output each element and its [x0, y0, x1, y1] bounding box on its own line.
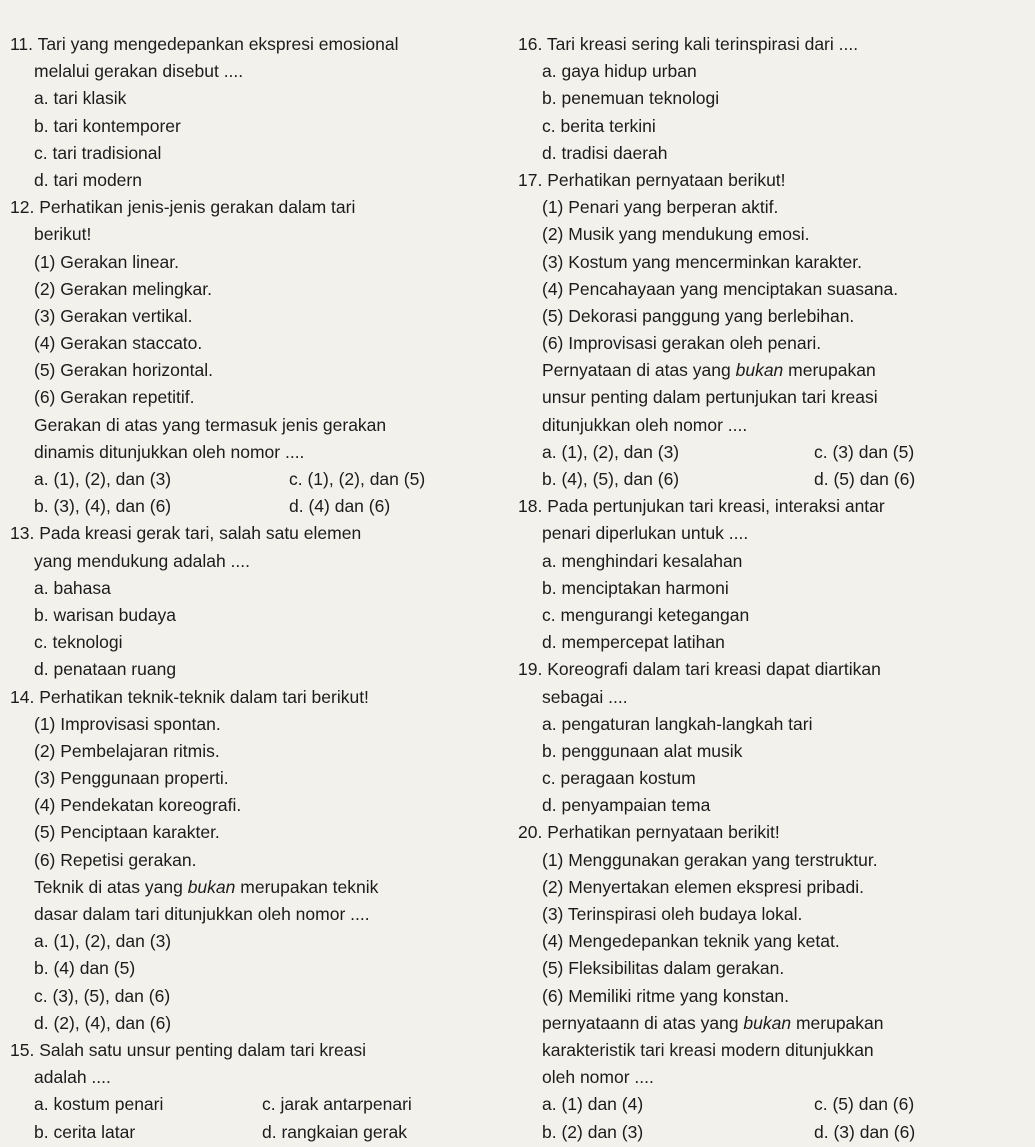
right-column — [518, 31, 1028, 1146]
q17-question-em: bukan — [735, 360, 784, 381]
q18-option-a: a. menghindari kesalahan — [542, 550, 743, 571]
q14-stem: 14. Perhatikan teknik-teknik dalam tari berikut! — [10, 686, 369, 707]
q20-options-row-1 — [518, 1091, 1028, 1118]
q12-stem — [10, 194, 510, 221]
q11-stem: 11. Tari yang mengedepankan ekspresi emosional — [10, 34, 399, 54]
q17-question-2: unsur penting dalam pertunjukan tari kreasi — [542, 387, 878, 408]
q15-stem: 15. Salah satu unsur penting dalam tari kreasi — [10, 1039, 367, 1060]
q12-stem-cont: berikut! — [34, 224, 92, 245]
q12-stem-text: 12. Perhatikan jenis-jenis gerakan dalam tari — [10, 197, 356, 218]
q15-option-d: d. rangkaian gerak — [262, 1121, 407, 1142]
q15-option-b: b. cerita latar — [34, 1121, 136, 1142]
q20-option-a: a. (1) dan (4) — [542, 1094, 644, 1115]
q16-option-a: a. gaya hidup urban — [542, 61, 697, 82]
q11-option-b: b. tari kontemporer — [34, 115, 181, 136]
q12-item-6: (6) Gerakan repetitif. — [34, 387, 195, 408]
q12-item-2: (2) Gerakan melingkar. — [34, 278, 212, 299]
q15-option-c: c. jarak antarpenari — [262, 1094, 412, 1115]
q17-options-row-2 — [518, 466, 1028, 493]
q17-item-5: (5) Dekorasi panggung yang berlebihan. — [542, 305, 855, 326]
q14-item-5: (5) Penciptaan karakter. — [34, 822, 220, 843]
q14-item-4: (4) Pendekatan koreografi. — [34, 795, 242, 816]
q11-stem-cont: melalui gerakan disebut .... — [34, 61, 244, 82]
q19-stem-cont: sebagai .... — [542, 686, 628, 707]
q14-option-b: b. (4) dan (5) — [34, 958, 136, 979]
q17-stem: 17. Perhatikan pernyataan berikut! — [518, 169, 786, 190]
q20-question-1 — [518, 1010, 1028, 1037]
q18-stem: 18. Pada pertunjukan tari kreasi, interaksi antar — [518, 496, 885, 517]
q18-option-b: b. menciptakan harmoni — [542, 577, 729, 598]
q15-stem-cont: adalah .... — [34, 1067, 111, 1088]
q12-option-b: b. (3), (4), dan (6) — [34, 496, 172, 517]
q12-item-5: (5) Gerakan horizontal. — [34, 360, 213, 381]
q20-question-post: merupakan — [791, 1012, 884, 1033]
q20-option-c: c. (5) dan (6) — [814, 1094, 915, 1115]
q12-question-1: Gerakan di atas yang termasuk jenis gerakan — [34, 414, 387, 435]
q12-item-1: (1) Gerakan linear. — [34, 251, 179, 272]
q16-option-c: c. berita terkini — [542, 115, 656, 136]
q17-item-3: (3) Kostum yang mencerminkan karakter. — [542, 251, 862, 272]
q16-option-b: b. penemuan teknologi — [542, 88, 720, 109]
q20-question-em: bukan — [743, 1012, 792, 1033]
q14-option-c: c. (3), (5), dan (6) — [34, 985, 171, 1006]
q20-question-2: karakteristik tari kreasi modern ditunjukkan — [542, 1039, 874, 1060]
q14-item-1: (1) Improvisasi spontan. — [34, 713, 221, 734]
q11-option-d: d. tari modern — [34, 169, 142, 190]
q12-item-4: (4) Gerakan staccato. — [34, 333, 203, 354]
q20-item-6: (6) Memiliki ritme yang konstan. — [542, 985, 790, 1006]
q19-option-a: a. pengaturan langkah-langkah tari — [542, 713, 813, 734]
q17-question-post: merupakan — [783, 360, 876, 381]
q13-stem-cont: yang mendukung adalah .... — [34, 550, 250, 571]
q18-stem-cont: penari diperlukan untuk .... — [542, 523, 749, 544]
q12-options-row-1 — [10, 466, 510, 493]
q17-option-b: b. (4), (5), dan (6) — [542, 469, 680, 489]
q14-item-2: (2) Pembelajaran ritmis. — [34, 740, 220, 761]
q14-question-em: bukan — [187, 876, 236, 897]
q20-item-1: (1) Menggunakan gerakan yang terstruktur. — [542, 849, 878, 870]
left-column — [10, 31, 510, 1146]
q17-option-a: a. (1), (2), dan (3) — [542, 441, 680, 462]
q16-option-d: d. tradisi daerah — [542, 142, 668, 163]
q17-option-d: d. (5) dan (6) — [814, 469, 916, 489]
q19-option-c: c. peragaan kostum — [542, 768, 696, 789]
q12-item-3: (3) Gerakan vertikal. — [34, 305, 193, 326]
q12-option-d: d. (4) dan (6) — [289, 496, 391, 517]
q17-question-pre: Pernyataan di atas yang — [542, 360, 736, 381]
q12-question-2: dinamis ditunjukkan oleh nomor .... — [34, 441, 305, 462]
q19-stem: 19. Koreografi dalam tari kreasi dapat diartikan — [518, 659, 881, 680]
q15-option-a: a. kostum penari — [34, 1094, 164, 1115]
q19-option-d: d. penyampaian tema — [542, 795, 711, 816]
q20-item-3: (3) Terinspirasi oleh budaya lokal. — [542, 904, 803, 924]
q13-option-a: a. bahasa — [34, 577, 111, 598]
q12-option-c: c. (1), (2), dan (5) — [289, 469, 426, 489]
q12-option-a: a. (1), (2), dan (3) — [34, 469, 172, 489]
q14-item-3: (3) Penggunaan properti. — [34, 768, 229, 789]
q18-option-c: c. mengurangi ketegangan — [542, 604, 750, 625]
q13-stem: 13. Pada kreasi gerak tari, salah satu elemen — [10, 523, 362, 544]
q13-option-b: b. warisan budaya — [34, 604, 177, 625]
q20-question-3: oleh nomor .... — [542, 1067, 654, 1088]
q14-option-d: d. (2), (4), dan (6) — [34, 1012, 172, 1033]
q17-item-6: (6) Improvisasi gerakan oleh penari. — [542, 333, 822, 354]
q15-options-row-1 — [10, 1091, 510, 1118]
q14-question-post: merupakan teknik — [235, 876, 379, 897]
q17-question-1 — [518, 357, 1028, 384]
q14-question-pre: Teknik di atas yang — [34, 876, 188, 897]
q20-option-b: b. (2) dan (3) — [542, 1121, 644, 1142]
q17-options-row-1 — [518, 439, 1028, 466]
q14-question-1 — [10, 874, 510, 901]
q20-item-4: (4) Mengedepankan teknik yang ketat. — [542, 931, 840, 952]
q16-stem: 16. Tari kreasi sering kali terinspirasi dari .... — [518, 34, 859, 54]
q11-option-c: c. tari tradisional — [34, 142, 162, 163]
q14-option-a: a. (1), (2), dan (3) — [34, 931, 172, 952]
q17-option-c: c. (3) dan (5) — [814, 441, 915, 462]
q13-option-d: d. penataan ruang — [34, 659, 177, 680]
q20-question-pre: pernyataann di atas yang — [542, 1012, 744, 1033]
q20-options-row-2 — [518, 1119, 1028, 1146]
q18-option-d: d. mempercepat latihan — [542, 632, 725, 653]
q17-question-3: ditunjukkan oleh nomor .... — [542, 414, 748, 435]
q20-option-d: d. (3) dan (6) — [814, 1121, 916, 1142]
q14-question-2: dasar dalam tari ditunjukkan oleh nomor .... — [34, 904, 370, 924]
q17-item-2: (2) Musik yang mendukung emosi. — [542, 224, 810, 245]
q12-options-row-2 — [10, 493, 510, 520]
q17-item-4: (4) Pencahayaan yang menciptakan suasana. — [542, 278, 899, 299]
q14-item-6: (6) Repetisi gerakan. — [34, 849, 197, 870]
q20-item-2: (2) Menyertakan elemen ekspresi pribadi. — [542, 876, 864, 897]
q17-item-1: (1) Penari yang berperan aktif. — [542, 197, 779, 218]
q19-option-b: b. penggunaan alat musik — [542, 740, 743, 761]
q11-option-a: a. tari klasik — [34, 88, 127, 109]
q20-stem: 20. Perhatikan pernyataan berikit! — [518, 822, 780, 843]
q20-item-5: (5) Fleksibilitas dalam gerakan. — [542, 958, 785, 979]
q15-options-row-2 — [10, 1119, 510, 1146]
q13-option-c: c. teknologi — [34, 632, 123, 653]
